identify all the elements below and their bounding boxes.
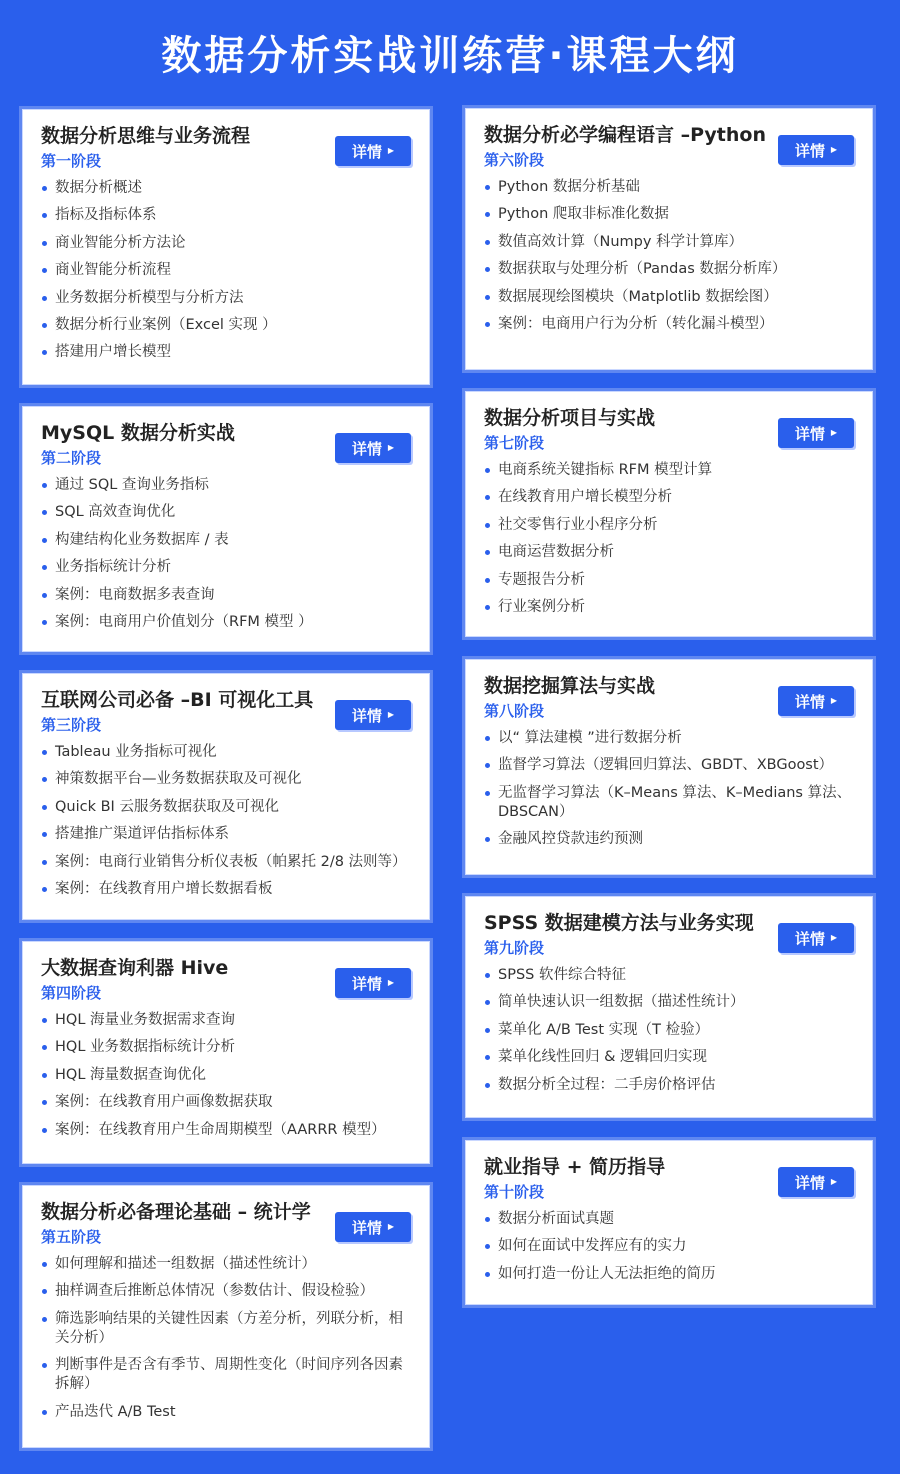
card-title: 大数据查询利器 Hive — [41, 957, 229, 979]
topic-item: 数据展现绘图模块（Matplotlib 数据绘图） — [484, 288, 854, 307]
card-title: 互联网公司必备 –BI 可视化工具 — [41, 689, 314, 711]
topic-list — [484, 1210, 854, 1284]
card-stage: 第八阶段 — [484, 702, 545, 720]
topic-list — [41, 179, 411, 362]
course-card — [465, 108, 873, 370]
topic-item: 如何在面试中发挥应有的实力 — [484, 1237, 854, 1256]
triangle-right-icon: ▶ — [387, 1222, 395, 1231]
card-title: 数据分析思维与业务流程 — [41, 125, 251, 147]
detail-button-label: 详情 — [351, 1218, 382, 1237]
course-card — [22, 406, 430, 652]
topic-item: 产品迭代 A/B Test — [41, 1403, 411, 1422]
topic-item: HQL 海量数据查询优化 — [41, 1066, 411, 1085]
triangle-right-icon: ▶ — [830, 696, 838, 705]
card-stage: 第九阶段 — [484, 939, 545, 957]
course-card — [22, 941, 430, 1164]
topic-item: 专题报告分析 — [484, 571, 854, 590]
topic-item: 数值高效计算（Numpy 科学计算库） — [484, 233, 854, 252]
topic-item: 电商系统关键指标 RFM 模型计算 — [484, 461, 854, 480]
course-card — [465, 896, 873, 1118]
topic-item: 社交零售行业小程序分析 — [484, 516, 854, 535]
topic-item: Quick BI 云服务数据获取及可视化 — [41, 798, 411, 817]
topic-item: 数据分析面试真题 — [484, 1210, 854, 1229]
topic-item: 筛选影响结果的关键性因素（方差分析，列联分析，相关分析） — [41, 1310, 411, 1348]
topic-item: 抽样调查后推断总体情况（参数估计、假设检验） — [41, 1282, 411, 1301]
topic-item: 业务数据分析模型与分析方法 — [41, 289, 411, 308]
topic-item: 搭建用户增长模型 — [41, 343, 411, 362]
detail-button[interactable] — [778, 686, 854, 716]
triangle-right-icon: ▶ — [387, 710, 395, 719]
topic-item: 如何打造一份让人无法拒绝的简历 — [484, 1265, 854, 1284]
topic-list — [41, 1011, 411, 1140]
course-card — [22, 109, 430, 385]
topic-item: 案例：在线教育用户生命周期模型（AARRR 模型） — [41, 1121, 411, 1140]
topic-item: 案例：电商用户价值划分（RFM 模型 ） — [41, 613, 411, 632]
topic-item: 商业智能分析方法论 — [41, 234, 411, 253]
topic-list — [41, 743, 411, 899]
card-title: 数据分析项目与实战 — [484, 407, 656, 429]
topic-item: 案例：在线教育用户增长数据看板 — [41, 880, 411, 899]
topic-item: 案例：电商用户行为分析（转化漏斗模型） — [484, 315, 854, 334]
topic-item: 构建结构化业务数据库 / 表 — [41, 531, 411, 550]
detail-button[interactable] — [335, 700, 411, 730]
card-stage: 第四阶段 — [41, 984, 102, 1002]
topic-item: Tableau 业务指标可视化 — [41, 743, 411, 762]
topic-item: 案例：电商数据多表查询 — [41, 586, 411, 605]
course-card — [465, 391, 873, 637]
card-title: 数据分析必备理论基础 – 统计学 — [41, 1201, 311, 1223]
detail-button-label: 详情 — [351, 706, 382, 725]
detail-button-label: 详情 — [794, 692, 825, 711]
topic-list — [41, 476, 411, 632]
card-title: 就业指导 + 简历指导 — [484, 1156, 666, 1178]
topic-item: 监督学习算法（逻辑回归算法、GBDT、XBGoost） — [484, 756, 854, 775]
topic-item: SPSS 软件综合特征 — [484, 966, 854, 985]
topic-item: 案例：在线教育用户画像数据获取 — [41, 1093, 411, 1112]
course-card — [465, 659, 873, 875]
course-card — [22, 1185, 430, 1448]
topic-item: 神策数据平台—业务数据获取及可视化 — [41, 770, 411, 789]
topic-item: HQL 海量业务数据需求查询 — [41, 1011, 411, 1030]
topic-item: 业务指标统计分析 — [41, 558, 411, 577]
topic-item: HQL 业务数据指标统计分析 — [41, 1038, 411, 1057]
topic-item: Python 爬取非标准化数据 — [484, 205, 854, 224]
topic-list — [484, 966, 854, 1095]
topic-item: 商业智能分析流程 — [41, 261, 411, 280]
topic-item: 如何理解和描述一组数据（描述性统计） — [41, 1255, 411, 1274]
topic-item: 金融风控贷款违约预测 — [484, 830, 854, 849]
topic-item: 菜单化 A/B Test 实现（T 检验） — [484, 1021, 854, 1040]
triangle-right-icon: ▶ — [830, 428, 838, 437]
topic-item: 无监督学习算法（K–Means 算法、K–Medians 算法、DBSCAN） — [484, 784, 854, 822]
card-stage: 第十阶段 — [484, 1183, 545, 1201]
card-stage: 第六阶段 — [484, 151, 545, 169]
card-title: 数据分析必学编程语言 –Python — [484, 124, 766, 146]
detail-button-label: 详情 — [794, 141, 825, 160]
course-card — [465, 1140, 873, 1305]
triangle-right-icon: ▶ — [387, 443, 395, 452]
topic-item: 菜单化线性回归 & 逻辑回归实现 — [484, 1048, 854, 1067]
triangle-right-icon: ▶ — [830, 933, 838, 942]
topic-item: 搭建推广渠道评估指标体系 — [41, 825, 411, 844]
topic-item: 案例：电商行业销售分析仪表板（帕累托 2/8 法则等） — [41, 853, 411, 872]
triangle-right-icon: ▶ — [387, 146, 395, 155]
topic-item: 数据分析行业案例（Excel 实现 ） — [41, 316, 411, 335]
topic-item: 指标及指标体系 — [41, 206, 411, 225]
detail-button[interactable] — [335, 968, 411, 998]
topic-item: SQL 高效查询优化 — [41, 503, 411, 522]
detail-button[interactable] — [778, 135, 854, 165]
detail-button-label: 详情 — [351, 439, 382, 458]
card-stage: 第二阶段 — [41, 449, 102, 467]
detail-button[interactable] — [778, 418, 854, 448]
detail-button-label: 详情 — [351, 974, 382, 993]
topic-list — [41, 1255, 411, 1422]
detail-button[interactable] — [335, 1212, 411, 1242]
detail-button[interactable] — [778, 1167, 854, 1197]
topic-item: 简单快速认识一组数据（描述性统计） — [484, 993, 854, 1012]
card-stage: 第一阶段 — [41, 152, 102, 170]
topic-item: 电商运营数据分析 — [484, 543, 854, 562]
detail-button-label: 详情 — [794, 424, 825, 443]
detail-button[interactable] — [778, 923, 854, 953]
topic-item: 通过 SQL 查询业务指标 — [41, 476, 411, 495]
topic-item: 行业案例分析 — [484, 598, 854, 617]
detail-button-label: 详情 — [794, 929, 825, 948]
card-stage: 第七阶段 — [484, 434, 545, 452]
topic-item: 在线教育用户增长模型分析 — [484, 488, 854, 507]
topic-list — [484, 178, 854, 334]
course-card — [22, 673, 430, 920]
topic-item: 数据分析全过程：二手房价格评估 — [484, 1076, 854, 1095]
detail-button-label: 详情 — [794, 1173, 825, 1192]
topic-item: 数据获取与处理分析（Pandas 数据分析库） — [484, 260, 854, 279]
detail-button-label: 详情 — [351, 142, 382, 161]
detail-button[interactable] — [335, 433, 411, 463]
page-title: 数据分析实战训练营·课程大纲 — [161, 33, 739, 79]
card-stage: 第三阶段 — [41, 716, 102, 734]
triangle-right-icon: ▶ — [387, 978, 395, 987]
card-stage: 第五阶段 — [41, 1228, 102, 1246]
triangle-right-icon: ▶ — [830, 145, 838, 154]
topic-item: 判断事件是否含有季节、周期性变化（时间序列各因素拆解） — [41, 1356, 411, 1394]
topic-list — [484, 729, 854, 849]
detail-button[interactable] — [335, 136, 411, 166]
card-title: 数据挖掘算法与实战 — [484, 675, 656, 697]
card-title: MySQL 数据分析实战 — [41, 422, 235, 444]
triangle-right-icon: ▶ — [830, 1177, 838, 1186]
card-title: SPSS 数据建模方法与业务实现 — [484, 912, 754, 934]
topic-item: 以“ 算法建模 ”进行数据分析 — [484, 729, 854, 748]
topic-list — [484, 461, 854, 617]
topic-item: 数据分析概述 — [41, 179, 411, 198]
topic-item: Python 数据分析基础 — [484, 178, 854, 197]
